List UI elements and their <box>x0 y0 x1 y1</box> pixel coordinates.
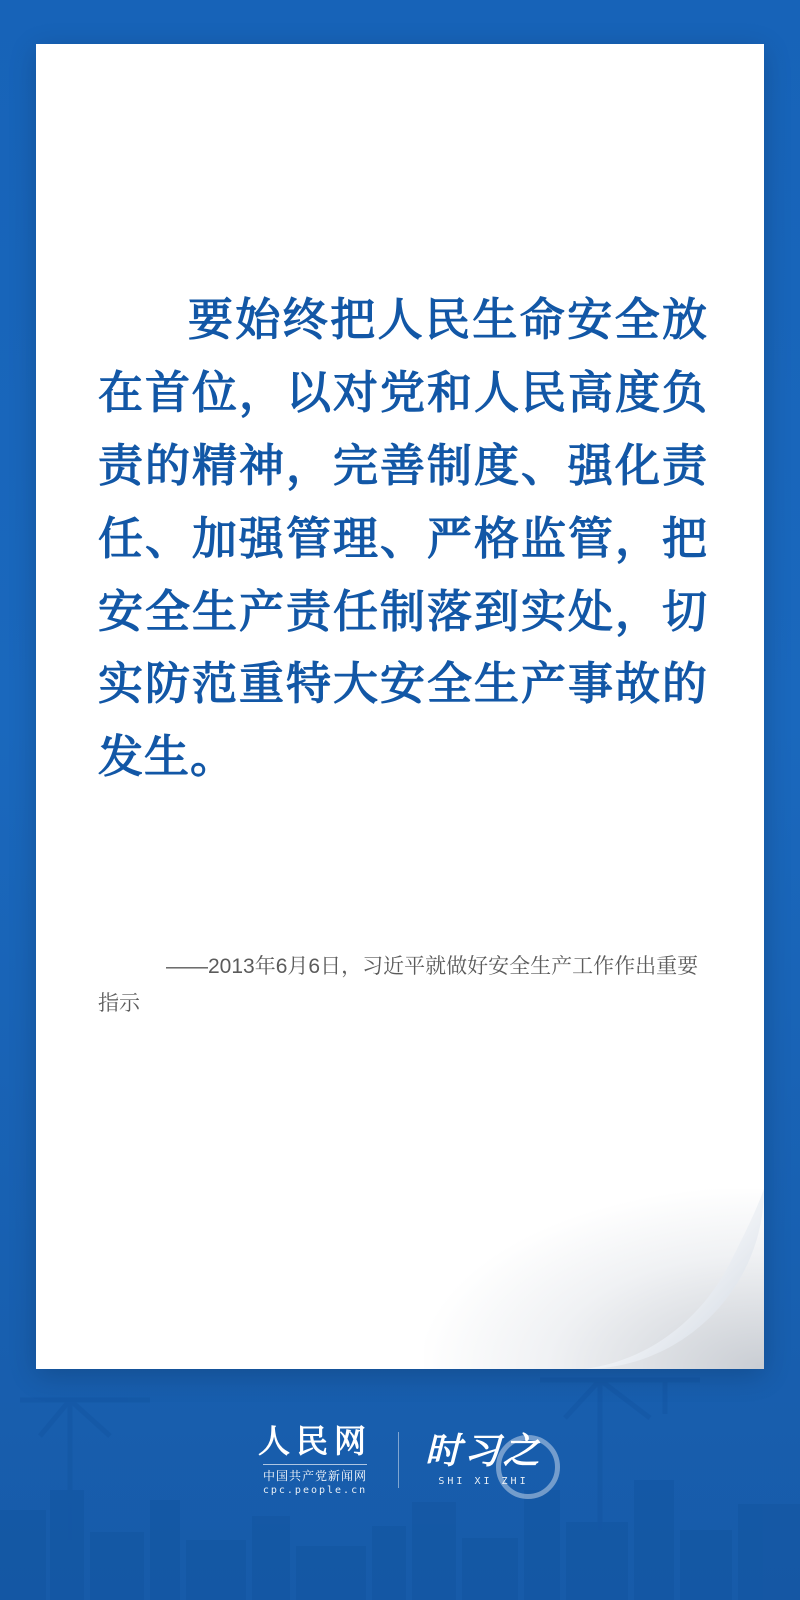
brand-people-cn-name: 人民网 <box>257 1422 372 1459</box>
brand-people-cn-url: cpc.people.cn <box>262 1484 368 1496</box>
brand-divider <box>398 1432 399 1488</box>
brand-shixizhi-pinyin: SHI XI ZHI <box>438 1476 529 1487</box>
brand-shixizhi-name: 时习之 <box>425 1430 543 1471</box>
footer-brand-bar <box>0 1395 800 1525</box>
brand-shixizhi <box>425 1430 543 1487</box>
page-curl-icon <box>584 1189 764 1369</box>
brand-people-cn-subtitle: 中国共产党新闻网 <box>263 1464 367 1482</box>
brand-people-cn <box>257 1422 372 1496</box>
quote-text: 要始终把人民生命安全放在首位，以对党和人民高度负责的精神，完善制度、强化责任、加强管理、严格监管，把安全生产责任制落到实处，切实防范重特大安全生产事故的发生。 <box>98 294 708 783</box>
quote-attribution: ——2013年6月6日，习近平就做好安全生产工作作出重要指示 <box>98 955 699 1015</box>
quote-card <box>36 44 764 1369</box>
